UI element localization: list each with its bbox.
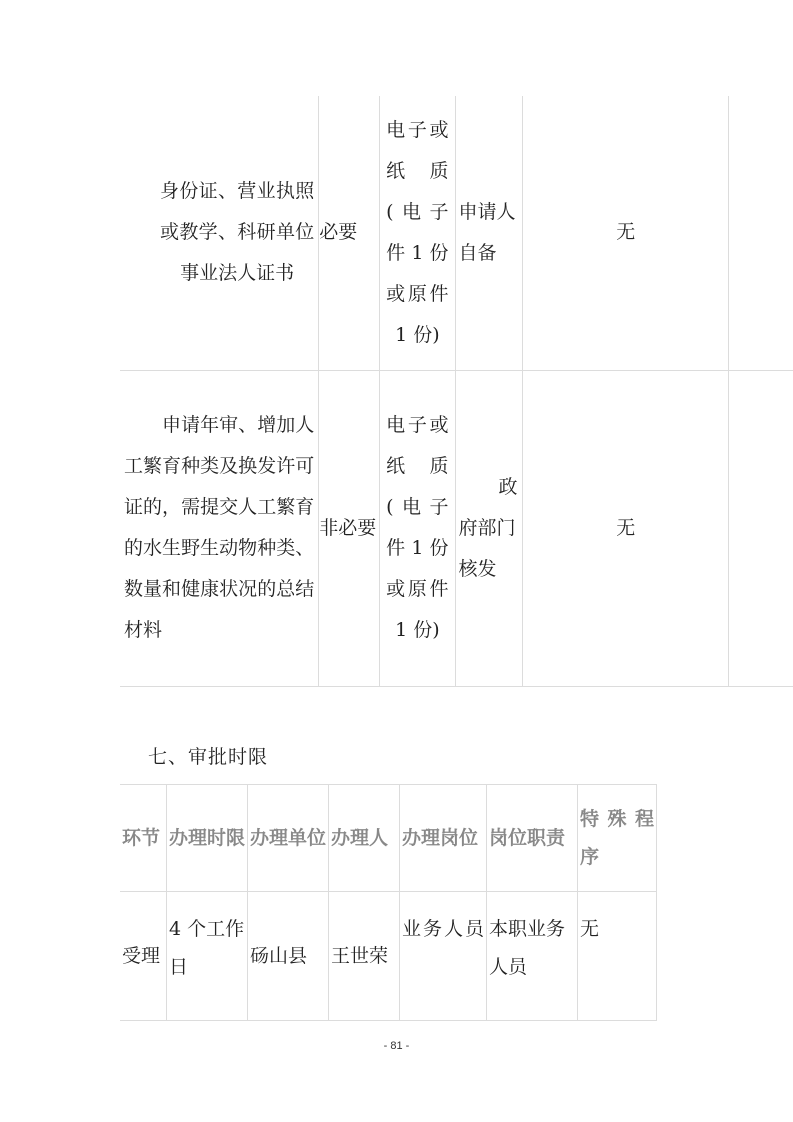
table-cell: 砀山县 — [248, 892, 329, 1021]
table-cell: 4 个工作日 — [167, 892, 248, 1021]
source-value: 申请人自备 — [458, 200, 516, 264]
section-title: 七、审批时限 — [148, 746, 269, 768]
table-cell: 受理 — [120, 892, 167, 1021]
materials-table — [120, 96, 793, 687]
note-value: 无 — [616, 221, 636, 244]
header-cell: 岗位职责 — [487, 785, 578, 892]
edge-cell — [729, 370, 793, 686]
edge-cell — [729, 96, 793, 370]
time-limit-table — [120, 784, 657, 1021]
table-row — [120, 96, 793, 370]
table-row — [120, 370, 793, 686]
note-cell — [523, 96, 729, 370]
necessity-cell — [319, 370, 380, 686]
note-cell — [523, 370, 729, 686]
material-name: 身份证、营业执照或教学、科研单位事业法人证书 — [160, 180, 315, 285]
form-cell — [380, 370, 455, 686]
note-value: 无 — [616, 516, 636, 539]
form-cell — [380, 96, 455, 370]
material-name: 申请年审、增加人工繁育种类及换发许可证的，需提交人工繁育的水生野生动物种类、数量和健康状况的总结材料 — [124, 414, 315, 641]
header-cell: 办理时限 — [167, 785, 248, 892]
table-header-row — [120, 785, 657, 892]
material-name-cell — [120, 96, 319, 370]
table-cell: 无 — [578, 892, 657, 1021]
source-value: 政府部门核发 — [458, 475, 518, 580]
necessity-value: 非必要 — [319, 516, 377, 539]
header-cell: 特殊程序 — [578, 785, 657, 892]
material-name-cell — [120, 370, 319, 686]
table-cell: 业务人员 — [400, 892, 487, 1021]
source-cell — [455, 370, 523, 686]
header-cell: 办理岗位 — [400, 785, 487, 892]
header-cell: 办理人 — [329, 785, 400, 892]
form-value: 电子或纸质(电子件 1 份或原件 1 份) — [386, 118, 449, 346]
necessity-value: 必要 — [319, 221, 358, 244]
form-value: 电子或纸质(电子件 1 份或原件 1 份) — [386, 414, 449, 641]
page-number: - 81 - — [383, 1040, 410, 1052]
table-row — [120, 892, 657, 1021]
table-cell: 本职业务人员 — [487, 892, 578, 1021]
header-cell: 办理单位 — [248, 785, 329, 892]
header-cell: 环节 — [120, 785, 167, 892]
necessity-cell — [319, 96, 380, 370]
table-cell: 王世荣 — [329, 892, 400, 1021]
source-cell — [455, 96, 523, 370]
